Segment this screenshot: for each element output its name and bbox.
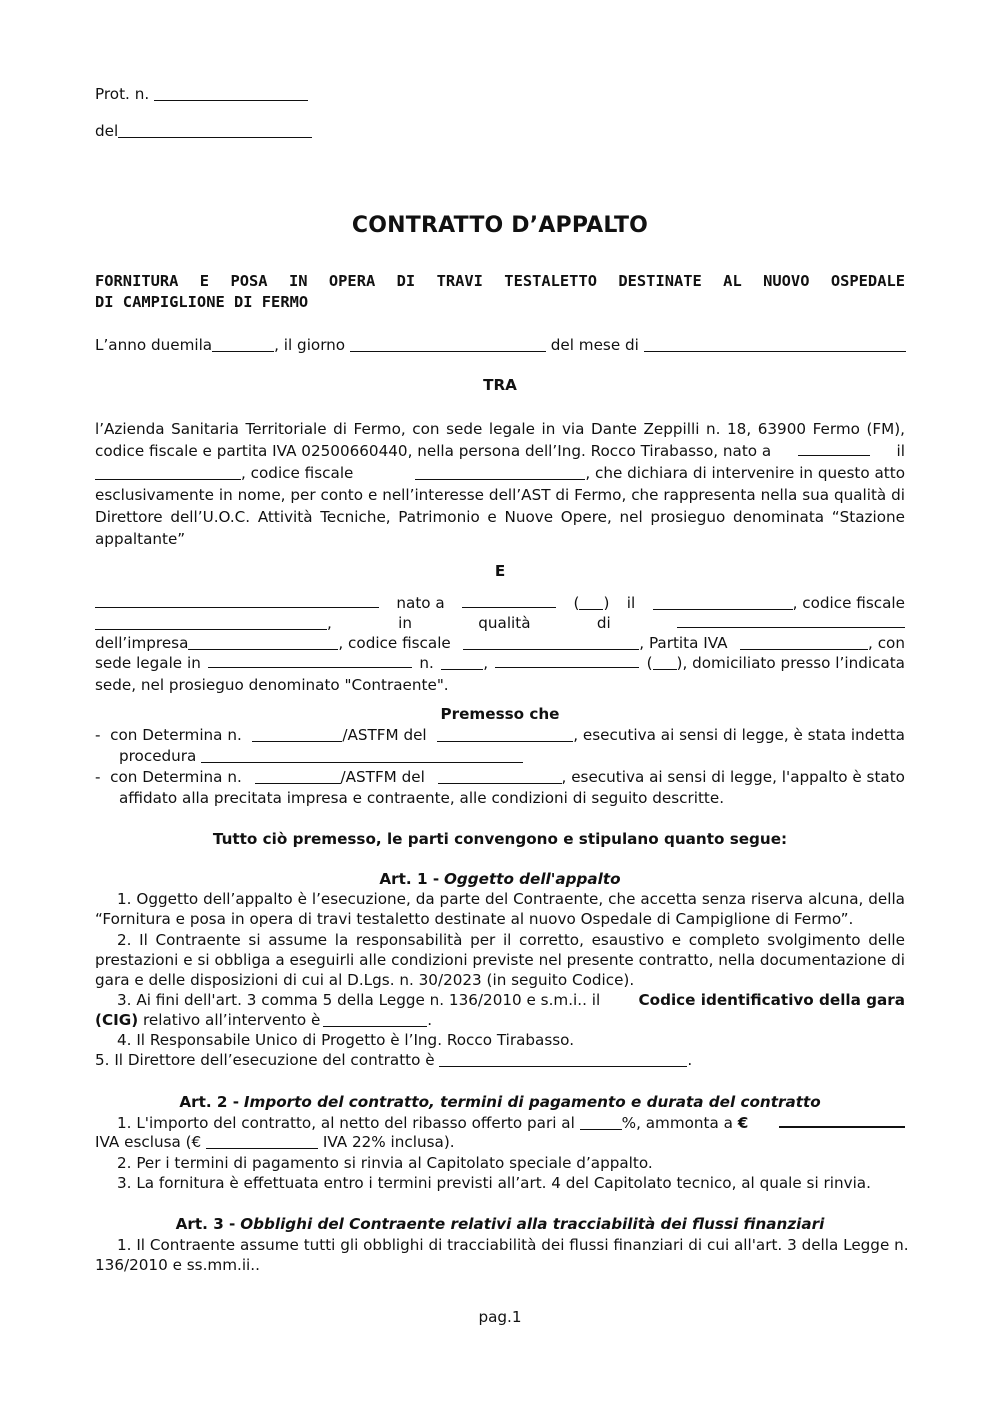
contractor-birthplace-blank[interactable] <box>462 593 556 608</box>
art3-title: Obblighi del Contraente relativi alla tracciabilità dei flussi finanziari <box>240 1215 825 1233</box>
art1-p3-line1 <box>95 990 905 1010</box>
contract-subject-line-2: DI CAMPIGLIONE DI FERMO <box>95 293 309 311</box>
party2-line-4 <box>95 653 905 673</box>
party2-line-5: sede, nel prosieguo denominato "Contraente". <box>95 676 449 694</box>
protocol-date-line <box>95 121 312 141</box>
contractor-role-blank[interactable] <box>677 613 905 628</box>
importo-text: 1. L'importo del contratto, al netto del ribasso offerto pari al <box>117 1114 575 1132</box>
birthplace-blank[interactable] <box>798 441 870 456</box>
determina-1-number-blank[interactable] <box>252 727 342 742</box>
premesso-item-1 <box>95 725 905 745</box>
company-address-blank[interactable] <box>208 653 412 668</box>
contract-subject-line-1: FORNITURA E POSA IN OPERA DI TRAVI TESTALETTO DESTINATE AL NUOVO OSPEDALE <box>95 272 905 290</box>
art2-p1-line2 <box>95 1132 905 1152</box>
sede-label: sede legale in <box>95 654 201 672</box>
qualita-label: qualità <box>478 614 531 632</box>
month-label: del mese di <box>550 336 639 354</box>
paren: ) <box>603 594 610 612</box>
party1-line-4: esclusivamente in nome, per conto e nell’interesse dell’AST di Fermo, che rappresenta nella sua qualità di <box>95 486 905 504</box>
art1-p4: 4. Il Responsabile Unico di Progetto è l’Ing. Rocco Tirabasso. <box>117 1031 575 1049</box>
art2-number: Art. 2 - <box>179 1093 240 1111</box>
iva-inclusa-text: IVA 22% inclusa). <box>322 1133 455 1151</box>
cig-blank[interactable] <box>323 1012 427 1027</box>
art1-p3-line2 <box>95 1010 905 1030</box>
protocol-label: Prot. n. <box>95 85 150 103</box>
tutto-premesso-heading: Tutto ciò premesso, le parti convengono e stipulano quanto segue: <box>212 830 788 848</box>
party1-representative: codice fiscale e partita IVA 02500660440, nella persona dell’Ing. Rocco Tirabasso, nato a <box>95 442 772 460</box>
art3-p1-line2: 136/2010 e ss.mm.ii.. <box>95 1256 260 1274</box>
in-label: in <box>398 614 412 632</box>
year-label: L’anno duemila <box>95 336 213 354</box>
codice-fiscale-label: , codice fiscale <box>241 464 354 482</box>
art2-p1-line1 <box>95 1112 905 1133</box>
premesso-item-2-cont: affidato alla precitata impresa e contraente, alle condizioni di seguito descritte. <box>119 789 725 807</box>
party1-line-3 <box>95 463 905 483</box>
number-label: n. <box>419 654 434 672</box>
partita-iva-label: , Partita IVA <box>639 634 728 652</box>
protocol-date-label: del <box>95 122 119 140</box>
party1-line-5: Direttore dell’U.O.C. Attività Tecniche, Patrimonio e Nuove Opere, nel prosieguo denominata “Stazione <box>95 508 905 526</box>
company-province-blank[interactable] <box>653 655 677 670</box>
codice-fiscale-blank[interactable] <box>415 465 585 480</box>
codice-fiscale-label: , codice fiscale <box>338 634 451 652</box>
tra-heading: TRA <box>483 376 517 394</box>
astfm-label: /ASTFM del <box>342 726 427 744</box>
art1-heading <box>95 869 905 889</box>
premesso-heading: Premesso che <box>440 705 560 723</box>
direttore-blank[interactable] <box>439 1052 687 1067</box>
art2-p3: 3. La fornitura è effettuata entro i termini previsti all’art. 4 del Capitolato tecnico, al quale si rinvia. <box>117 1174 871 1192</box>
art1-p1-line2: “Fornitura e posa in opera di travi testaletto destinate al nuovo Ospedale di Campiglione di Fermo”. <box>95 910 854 928</box>
con-label: , con <box>868 634 905 652</box>
company-cf-blank[interactable] <box>463 635 639 650</box>
art2-heading <box>95 1092 905 1112</box>
contract-subject <box>95 271 905 313</box>
determina-2-number-blank[interactable] <box>255 769 341 784</box>
day-label: , il giorno <box>274 336 346 354</box>
contractor-cf-blank[interactable] <box>95 615 327 630</box>
birthdate-blank[interactable] <box>95 465 241 480</box>
company-city-blank[interactable] <box>495 653 639 668</box>
document-title: CONTRATTO D’APPALTO <box>351 213 649 238</box>
amount-incl-vat-blank[interactable] <box>206 1134 318 1149</box>
direttore-text: 5. Il Direttore dell’esecuzione del contratto è <box>95 1051 435 1069</box>
art1-p2-line1: 2. Il Contraente si assume la responsabilità per il corretto, esaustivo e completo svolgimento delle <box>117 931 905 949</box>
determina-1-date-blank[interactable] <box>437 727 573 742</box>
party1-line-1: l’Azienda Sanitaria Territoriale di Fermo, con sede legale in via Dante Zeppilli n. 18, 63900 Fermo (FM), <box>95 420 905 438</box>
paren: ( <box>573 594 580 612</box>
ribasso-blank[interactable] <box>580 1115 622 1130</box>
art2-p2: 2. Per i termini di pagamento si rinvia al Capitolato speciale d’appalto. <box>117 1154 653 1172</box>
amount-excl-vat-blank[interactable] <box>779 1112 905 1128</box>
art3-p1-line1: 1. Il Contraente assume tutti gli obblighi di tracciabilità dei flussi finanziari di cui all'art. 3 della Legge n. <box>117 1236 909 1254</box>
party2-line-3 <box>95 633 905 653</box>
month-blank[interactable] <box>644 337 906 352</box>
party1-line-6: appaltante” <box>95 530 186 548</box>
street-number-blank[interactable] <box>441 655 483 670</box>
art3-heading <box>95 1214 905 1234</box>
protocol-number-blank[interactable] <box>154 86 308 101</box>
codice-fiscale-label: , codice fiscale <box>792 594 905 612</box>
protocol-date-blank[interactable] <box>118 123 312 138</box>
company-name-blank[interactable] <box>188 635 338 650</box>
art1-p1-line1: 1. Oggetto dell’appalto è l’esecuzione, da parte del Contraente, che accetta senza riserva alcuna, della <box>117 890 905 908</box>
determina-2-text: , esecutiva ai sensi di legge, l'appalto è stato <box>561 768 905 786</box>
party2-line-1 <box>95 593 905 613</box>
di-label: di <box>596 614 611 632</box>
domicile-text: ), domiciliato presso l’indicata <box>676 654 905 672</box>
art3-number: Art. 3 - <box>175 1215 236 1233</box>
determina-1-text: , esecutiva ai sensi di legge, è stata indetta <box>573 726 905 744</box>
procedura-blank[interactable] <box>201 748 523 763</box>
determina-label: - con Determina n. <box>95 726 242 744</box>
ammonta-text: %, ammonta a <box>621 1114 733 1132</box>
nato-label: nato a <box>396 594 445 612</box>
e-heading: E <box>494 562 506 580</box>
comma: , <box>483 654 489 672</box>
impresa-label: dell’impresa <box>95 634 189 652</box>
determina-label: - con Determina n. <box>95 768 242 786</box>
art1-p5 <box>95 1050 905 1070</box>
day-blank[interactable] <box>350 337 546 352</box>
determina-2-date-blank[interactable] <box>438 769 562 784</box>
art1-number: Art. 1 - <box>379 870 440 888</box>
period: . <box>427 1011 433 1029</box>
company-vat-blank[interactable] <box>740 635 868 650</box>
art1-p2-line2: prestazioni e si obbliga a eseguirli alle condizioni previste nel presente contratto, nella documentazione di <box>95 951 905 969</box>
art1-p2-line3: gara e delle disposizioni di cui al D.Lgs. n. 30/2023 (in seguito Codice). <box>95 971 635 989</box>
cig-label: Codice identificativo della gara <box>638 991 905 1009</box>
cig-text: relativo all’intervento è <box>142 1011 321 1029</box>
euro-symbol: € <box>737 1114 749 1132</box>
party2-line-2 <box>95 613 905 633</box>
comma: , <box>327 614 332 632</box>
page-number: pag.1 <box>478 1308 522 1326</box>
art1-title: Oggetto dell'appalto <box>443 870 621 888</box>
contractor-birthdate-blank[interactable] <box>653 595 793 610</box>
premesso-item-1-cont <box>95 746 929 766</box>
art1-p3-text: 3. Ai fini dell'art. 3 comma 5 della Legge n. 136/2010 e s.m.i.. il <box>117 991 601 1009</box>
contractor-name-blank[interactable] <box>95 593 379 608</box>
paren: ( <box>646 654 653 672</box>
year-blank[interactable] <box>212 337 274 352</box>
astfm-label: /ASTFM del <box>340 768 425 786</box>
cig-abbrev: (CIG) <box>95 1011 139 1029</box>
province-blank[interactable] <box>579 595 603 610</box>
party1-declaration: , che dichiara di intervenire in questo atto <box>585 464 905 482</box>
period: . <box>687 1051 693 1069</box>
il-label: il <box>626 594 636 612</box>
procedura-label: procedura <box>119 747 197 765</box>
art2-title: Importo del contratto, termini di pagamento e durata del contratto <box>243 1093 821 1111</box>
premesso-item-2 <box>95 767 905 787</box>
date-line <box>95 335 905 355</box>
iva-esclusa-text: IVA esclusa (€ <box>95 1133 202 1151</box>
protocol-number-line <box>95 84 308 104</box>
party1-line-2 <box>95 441 905 461</box>
il-label: il <box>896 442 905 460</box>
